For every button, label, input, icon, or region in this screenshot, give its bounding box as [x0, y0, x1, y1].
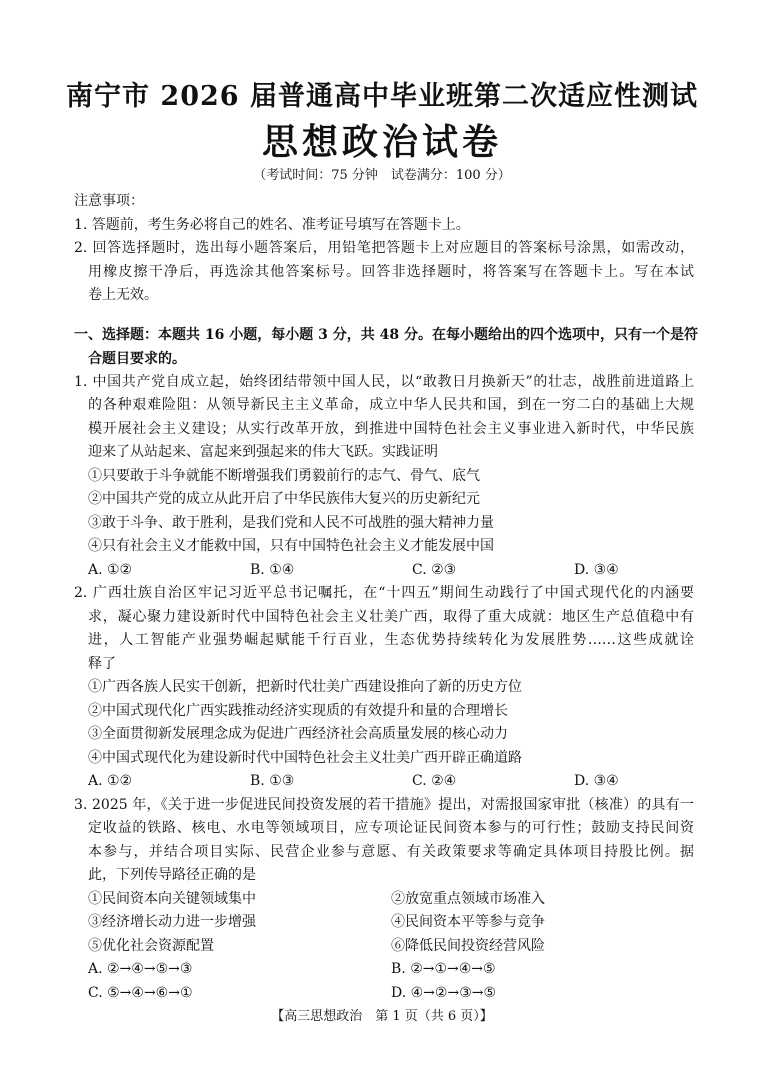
q2-line-1: 2. 广西壮族自治区牢记习近平总书记嘱托，在“十四五”期间生动践行了中国式现代化的内涵要: [74, 585, 694, 601]
q1-statement-2: ②中国共产党的成立从此开启了中华民族伟大复兴的历史新纪元: [88, 491, 480, 507]
notice-block: [74, 190, 694, 308]
q1-choice-a: A. ①②: [88, 561, 133, 578]
q2-line-4: 释了: [88, 655, 116, 672]
q1-choice-d: D. ③④: [574, 561, 619, 578]
exam-info: （考试时间：75 分钟 试卷满分：100 分）: [253, 168, 511, 183]
question-2: [74, 582, 694, 794]
q1-choices: [74, 559, 694, 583]
q1-statement-1: ①只要敢于斗争就能不断增强我们勇毅前行的志气、骨气、底气: [88, 467, 480, 484]
exam-title: 南宁市 2026 届普通高中毕业班第二次适应性测试: [66, 81, 698, 112]
q3-choices-row-1: [74, 958, 694, 982]
q2-choice-a: A. ①②: [88, 773, 133, 789]
q3-statement-3: ③经济增长动力进一步增强: [88, 914, 256, 930]
q3-statement-5: ⑤优化社会资源配置: [88, 937, 214, 954]
q1-choice-b: B. ①④: [250, 561, 295, 578]
q1-line-2: 的各种艰难险阻：从领导新民主主义革命，成立中华人民共和国，到在一穷二白的基础上大规: [88, 397, 694, 413]
notice-item-2-end: 卷上无效。: [88, 287, 158, 303]
q1-line-1: 1. 中国共产党自成立起，始终团结带领中国人民，以“敢教日月换新天”的壮志，战胜前进道路上: [74, 373, 694, 390]
subject-title: 思想政治试卷: [261, 121, 502, 163]
q2-choices: [74, 770, 694, 794]
q3-statement-6: ⑥降低民间投资经营风险: [391, 937, 545, 954]
notice-item-2: 2. 回答选择题时，选出每小题答案后，用铅笔把答题卡上对应题目的答案标号涂黑，如需改动，: [74, 240, 694, 256]
q3-statements-row-2: [74, 911, 694, 935]
q3-statements-row-3: [74, 935, 694, 959]
q2-statement-1: ①广西各族人民实干创新，把新时代壮美广西建设推向了新的历史方位: [88, 679, 522, 695]
q3-statement-1: ①民间资本向关键领域集中: [88, 890, 256, 907]
section-heading-cont: 合题目要求的。: [88, 350, 186, 367]
q3-choice-a: A. ②→④→⑤→③: [88, 961, 193, 977]
q2-statement-3: ③全面贯彻新发展理念成为促进广西经济社会高质量发展的核心动力: [88, 726, 508, 742]
q1-choice-c: C. ②③: [412, 561, 457, 578]
page-content: [74, 190, 698, 1005]
q3-statement-2: ②放宽重点领域市场准入: [391, 890, 545, 907]
q1-line-3: 模开展社会主义建设；从实行改革开放，到推进中国特色社会主义事业进入新时代，中华民族: [88, 420, 694, 437]
q3-statements-row-1: [74, 888, 694, 912]
q2-choice-d: D. ③④: [574, 773, 619, 789]
section-heading: 一、选择题：本题共 16 小题，每小题 3 分，共 48 分。在每小题给出的四个选项中，只有一个是符: [74, 326, 698, 343]
page-footer: 【高三思想政治 第 1 页（共 6 页）】: [271, 1009, 493, 1024]
q3-line-3: 本参与，并结合项目实际、民营企业参与意愿、有关政策要求等确定具体项目持股比例。据: [88, 843, 694, 860]
q2-choice-c: C. ②④: [412, 773, 457, 789]
question-1: [74, 371, 694, 583]
q3-choice-b: B. ②→①→④→⑤: [391, 961, 496, 977]
q2-line-3: 进，人工智能产业强势崛起赋能千行百业，生态优势持续转化为发展胜势……这些成就诠: [88, 632, 694, 648]
q2-line-2: 求，凝心聚力建设新时代中国特色社会主义壮美广西，取得了重大成就：地区生产总值稳中有: [88, 608, 694, 625]
notice-item-1: 1. 答题前，考生务必将自己的姓名、准考证号填写在答题卡上。: [74, 216, 470, 233]
q3-line-1: 3. 2025 年，《关于进一步促进民间投资发展的若干措施》提出，对需报国家审批（核准）的具有一: [74, 796, 694, 813]
q2-statement-4: ④中国式现代化为建设新时代中国特色社会主义壮美广西开辟正确道路: [88, 749, 522, 766]
q2-statement-2: ②中国式现代化广西实践推动经济实现质的有效提升和量的合理增长: [88, 702, 508, 719]
question-3: [74, 794, 694, 1006]
notice-title: 注意事项：: [74, 193, 144, 209]
q3-choice-d: D. ④→②→③→⑤: [391, 984, 497, 1001]
q2-choice-b: B. ①③: [250, 773, 295, 789]
q1-statement-3: ③敢于斗争、敢于胜利，是我们党和人民不可战胜的强大精神力量: [88, 514, 494, 531]
q3-line-4: 此，下列传导路径正确的是: [88, 867, 256, 883]
q3-statement-4: ④民间资本平等参与竞争: [391, 914, 545, 930]
q1-statement-4: ④只有社会主义才能救中国，只有中国特色社会主义才能发展中国: [88, 538, 494, 554]
q3-choice-c: C. ⑤→④→⑥→①: [88, 984, 193, 1001]
notice-item-2-cont: 用橡皮擦干净后，再选涂其他答案标号。回答非选择题时，将答案写在答题卡上。写在本试: [88, 263, 694, 280]
q3-choices-row-2: [74, 982, 694, 1006]
q3-line-2: 定收益的铁路、核电、水电等领域项目，应专项论证民间资本参与的可行性；鼓励支持民间资: [88, 820, 694, 836]
q1-line-4: 迎来了从站起来、富起来到强起来的伟大飞跃。实践证明: [88, 444, 438, 460]
